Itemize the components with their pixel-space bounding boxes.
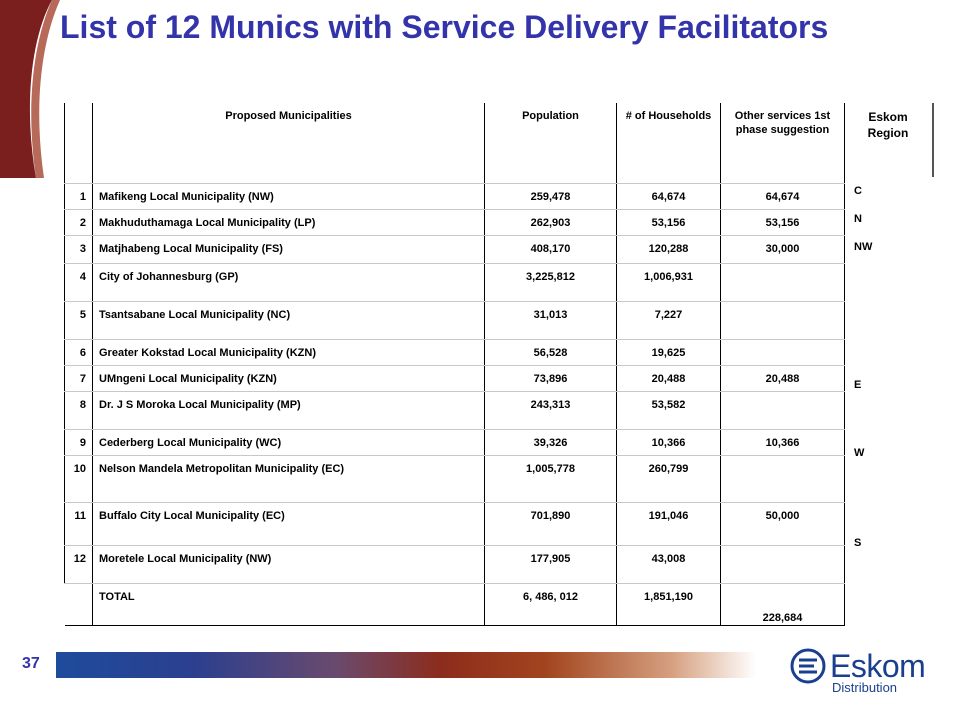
households-value: 120,288: [617, 236, 721, 264]
row-number: 4: [65, 264, 93, 302]
municipality-name: Cederberg Local Municipality (WC): [93, 430, 485, 456]
slide-title: List of 12 Munics with Service Delivery Facilitators: [60, 9, 829, 45]
other-services-value: [721, 456, 845, 503]
population-value: 3,225,812: [485, 264, 617, 302]
row-number: 2: [65, 210, 93, 236]
eskom-region-column: [848, 103, 932, 643]
households-value: 53,156: [617, 210, 721, 236]
population-value: 701,890: [485, 503, 617, 546]
municipality-name: UMngeni Local Municipality (KZN): [93, 366, 485, 392]
row-number: 9: [65, 430, 93, 456]
population-value: 177,905: [485, 546, 617, 584]
municipality-name: Moretele Local Municipality (NW): [93, 546, 485, 584]
municipality-name: Makhuduthamaga Local Municipality (LP): [93, 210, 485, 236]
population-value: 1,005,778: [485, 456, 617, 503]
table-row: [65, 184, 845, 210]
row-number: 7: [65, 366, 93, 392]
population-value: 262,903: [485, 210, 617, 236]
municipalities-table: [64, 103, 845, 626]
total-spacer: [65, 584, 93, 626]
other-services-value: 53,156: [721, 210, 845, 236]
municipality-name: Nelson Mandela Metropolitan Municipality (EC): [93, 456, 485, 503]
total-households: 1,851,190: [617, 584, 721, 626]
row-number: 12: [65, 546, 93, 584]
region-code: W: [854, 447, 865, 459]
municipality-name: Buffalo City Local Municipality (EC): [93, 503, 485, 546]
eskom-logo: [790, 646, 950, 696]
municipality-name: Greater Kokstad Local Municipality (KZN): [93, 340, 485, 366]
households-value: 191,046: [617, 503, 721, 546]
row-number: 5: [65, 302, 93, 340]
other-services-value: 64,674: [721, 184, 845, 210]
other-services-value: [721, 392, 845, 430]
eskom-wordmark: Eskom: [830, 648, 926, 684]
row-number: 3: [65, 236, 93, 264]
other-services-value: [721, 264, 845, 302]
population-value: 243,313: [485, 392, 617, 430]
other-services-value: 30,000: [721, 236, 845, 264]
region-code: S: [854, 537, 862, 549]
population-value: 408,170: [485, 236, 617, 264]
row-number: 10: [65, 456, 93, 503]
region-code: N: [854, 213, 862, 225]
municipality-name: Matjhabeng Local Municipality (FS): [93, 236, 485, 264]
row-number: 1: [65, 184, 93, 210]
households-value: 64,674: [617, 184, 721, 210]
households-value: 260,799: [617, 456, 721, 503]
municipality-name: Dr. J S Moroka Local Municipality (MP): [93, 392, 485, 430]
table-row: [65, 430, 845, 456]
header-households: # of Households: [617, 103, 721, 184]
table-row: [65, 236, 845, 264]
other-services-value: 20,488: [721, 366, 845, 392]
population-value: 73,896: [485, 366, 617, 392]
municipality-name: Tsantsabane Local Municipality (NC): [93, 302, 485, 340]
other-services-value: 50,000: [721, 503, 845, 546]
population-value: 39,326: [485, 430, 617, 456]
municipality-name: City of Johannesburg (GP): [93, 264, 485, 302]
table-row: [65, 366, 845, 392]
total-population: 6, 486, 012: [485, 584, 617, 626]
row-number: 8: [65, 392, 93, 430]
population-value: 31,013: [485, 302, 617, 340]
header-divider: [932, 103, 934, 177]
table-row: [65, 546, 845, 584]
table-header-row: [65, 103, 845, 184]
region-code: NW: [854, 241, 873, 253]
households-value: 19,625: [617, 340, 721, 366]
total-other-services: 228,684: [721, 584, 845, 626]
region-code: C: [854, 185, 862, 197]
households-value: 53,582: [617, 392, 721, 430]
other-services-value: [721, 546, 845, 584]
households-value: 1,006,931: [617, 264, 721, 302]
other-services-value: [721, 302, 845, 340]
header-municipality: Proposed Municipalities: [93, 103, 485, 184]
row-number: 11: [65, 503, 93, 546]
footer-gradient-band: [56, 652, 756, 678]
table-row: [65, 392, 845, 430]
households-value: 20,488: [617, 366, 721, 392]
table-row: [65, 210, 845, 236]
households-value: 43,008: [617, 546, 721, 584]
table-row: [65, 456, 845, 503]
households-value: 7,227: [617, 302, 721, 340]
header-other-services: Other services 1st phase suggestion: [721, 103, 845, 184]
table-row: [65, 503, 845, 546]
total-label: TOTAL: [93, 584, 485, 626]
total-row: [65, 584, 845, 626]
table-row: [65, 302, 845, 340]
row-number: 6: [65, 340, 93, 366]
other-services-value: [721, 340, 845, 366]
header-population: Population: [485, 103, 617, 184]
region-code: E: [854, 379, 862, 391]
page-number: 37: [22, 655, 40, 672]
population-value: 259,478: [485, 184, 617, 210]
header-number: [65, 103, 93, 184]
header-eskom-region: Eskom Region: [867, 110, 909, 140]
municipality-name: Mafikeng Local Municipality (NW): [93, 184, 485, 210]
other-services-value: 10,366: [721, 430, 845, 456]
population-value: 56,528: [485, 340, 617, 366]
table-row: [65, 340, 845, 366]
eskom-logo-icon: [790, 648, 826, 684]
households-value: 10,366: [617, 430, 721, 456]
eskom-distribution-label: Distribution: [832, 680, 898, 695]
table-row: [65, 264, 845, 302]
